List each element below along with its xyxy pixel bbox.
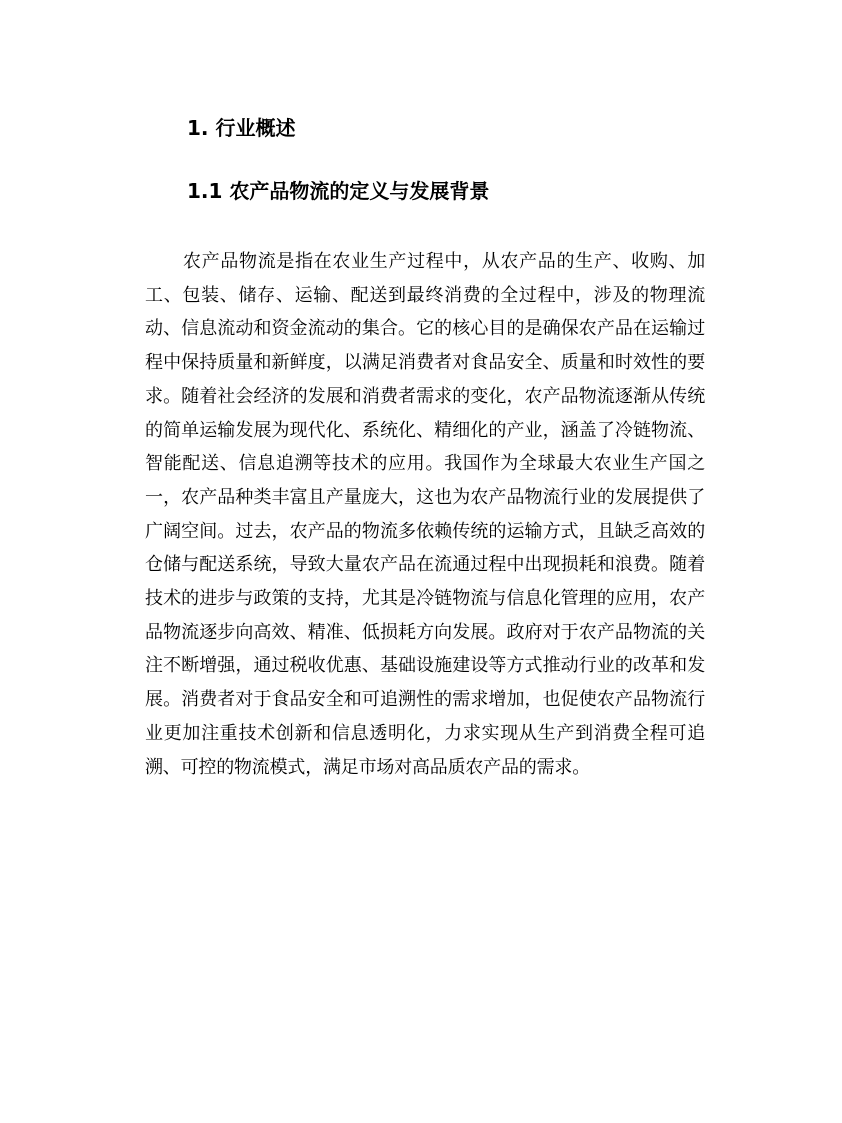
- subsection-heading: 1.1 农产品物流的定义与发展背景: [187, 179, 490, 203]
- body-paragraph: 农产品物流是指在农业生产过程中，从农产品的生产、收购、加工、包装、储存、运输、配送到最终消费的全过程中，涉及的物理流动、信息流动和资金流动的集合。它的核心目的是确保农产品在运输过程中保持质量和新鲜度，以满足消费者对食品安全、质量和时效性的要求。随着社会经济的发展和消费者需求的变化，农产品物流逐渐从传统的简单运输发展为现代化、系统化、精细化的产业，涵盖了冷链物流、智能配送、信息追溯等技术的应用。我国作为全球最大农业生产国之一，农产品种类丰富且产量庞大，这也为农产品物流行业的发展提供了广阔空间。过去，农产品的物流多依赖传统的运输方式，且缺乏高效的仓储与配送系统，导致大量农产品在流通过程中出现损耗和浪费。随着技术的进步与政策的支持，尤其是冷链物流与信息化管理的应用，农产品物流逐步向高效、精准、低损耗方向发展。政府对于农产品物流的关注不断增强，通过税收优惠、基础设施建设等方式推动行业的改革和发展。消费者对于食品安全和可追溯性的需求增加，也促使农产品物流行业更加注重技术创新和信息透明化，力求实现从生产到消费全程可追溯、可控的物流模式，满足市场对高品质农产品的需求。: [145, 251, 705, 778]
- section-heading: 1. 行业概述: [187, 116, 296, 140]
